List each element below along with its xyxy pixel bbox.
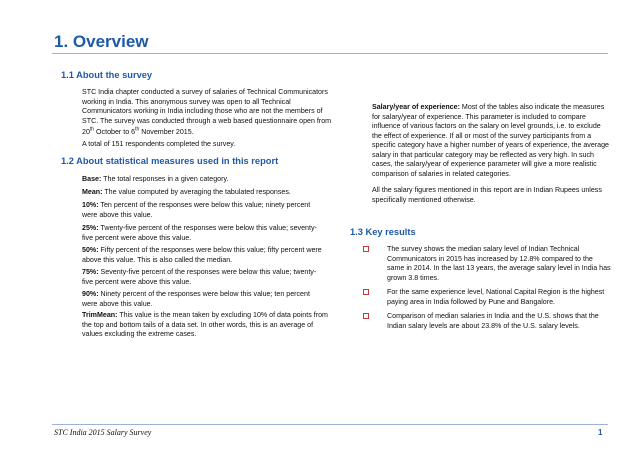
footer-title: STC India 2015 Salary Survey: [54, 428, 152, 437]
list-item: The survey shows the median salary level of Indian Technical Communicators in 2015 has increased by 12.8% compared to the same in 2014. In the last 13 years, the average salary level in India has grown 3.8 times.: [361, 245, 611, 283]
measure-50: 50%: Fifty percent of the responses were below this value; fifty percent were above this value. This is also called the median.: [82, 246, 322, 264]
currency-paragraph: All the salary figures mentioned in this report are in Indian Rupees unless specifically mentioned otherwise.: [372, 186, 602, 204]
measure-base: Base: The total responses in a given category.: [82, 175, 229, 183]
title-divider: [52, 53, 608, 54]
measure-trimmean: TrimMean: This value is the mean taken by excluding 10% of data points from the top and bottom tails of a data set. In other words, this is an average of values excluding the extreme cases.: [82, 311, 328, 338]
salary-year-paragraph: Salary/year of experience: Most of the tables also indicate the measures for salary/year of experience. This parameter is included to compare influence of various factors on the salary on level grounds, i.e. to exclude the effect of experience. If all or most of the survey participants from a specific category have a higher number of years of experience, the average salary in that particular category may be reflected as very high. In such cases, the salary/year of experience parameter will give a more realistic comparison of salaries in related categories.: [372, 103, 609, 178]
checkbox-bullet-icon: [363, 313, 369, 319]
list-item: Comparison of median salaries in India and the U.S. shows that the Indian salary levels are about 23.8% of the U.S. salary levels.: [361, 312, 611, 331]
page-title: 1. Overview: [54, 32, 149, 51]
checkbox-bullet-icon: [363, 289, 369, 295]
measure-10: 10%: Ten percent of the responses were below this value; ninety percent were above this value.: [82, 201, 311, 219]
about-paragraph: [82, 88, 340, 138]
measures-heading: 1.2 About statistical measures used in this report: [61, 156, 279, 166]
measure-25: 25%: Twenty-five percent of the responses were below this value; seventy-five percent were above this value.: [82, 224, 317, 242]
page-number: 1: [598, 428, 603, 437]
measure-mean: Mean: The value computed by averaging the tabulated responses.: [82, 188, 291, 196]
footer-divider: [52, 424, 608, 425]
key-results-list: [361, 245, 611, 336]
about-text: STC India chapter conducted a survey of salaries of Technical Communicators working in India. This anonymous survey was open to all Technical Communicators working in India including those who are not the members of STC. The survey was conducted through a web based questionnaire open from 20th October to 6th November 2015.: [82, 88, 332, 137]
measure-75: 75%: Seventy-five percent of the responses were below this value; twenty-five percent were above this value.: [82, 268, 317, 286]
checkbox-bullet-icon: [363, 246, 369, 252]
list-item: For the same experience level, National Capital Region is the highest paying area in India followed by Pune and Bangalore.: [361, 288, 611, 307]
measure-90: 90%: Ninety percent of the responses were below this value; ten percent were above this value.: [82, 290, 310, 308]
about-heading: 1.1 About the survey: [61, 70, 153, 80]
key-results-heading: 1.3 Key results: [350, 227, 416, 237]
respondents-paragraph: A total of 151 respondents completed the survey.: [82, 140, 236, 148]
